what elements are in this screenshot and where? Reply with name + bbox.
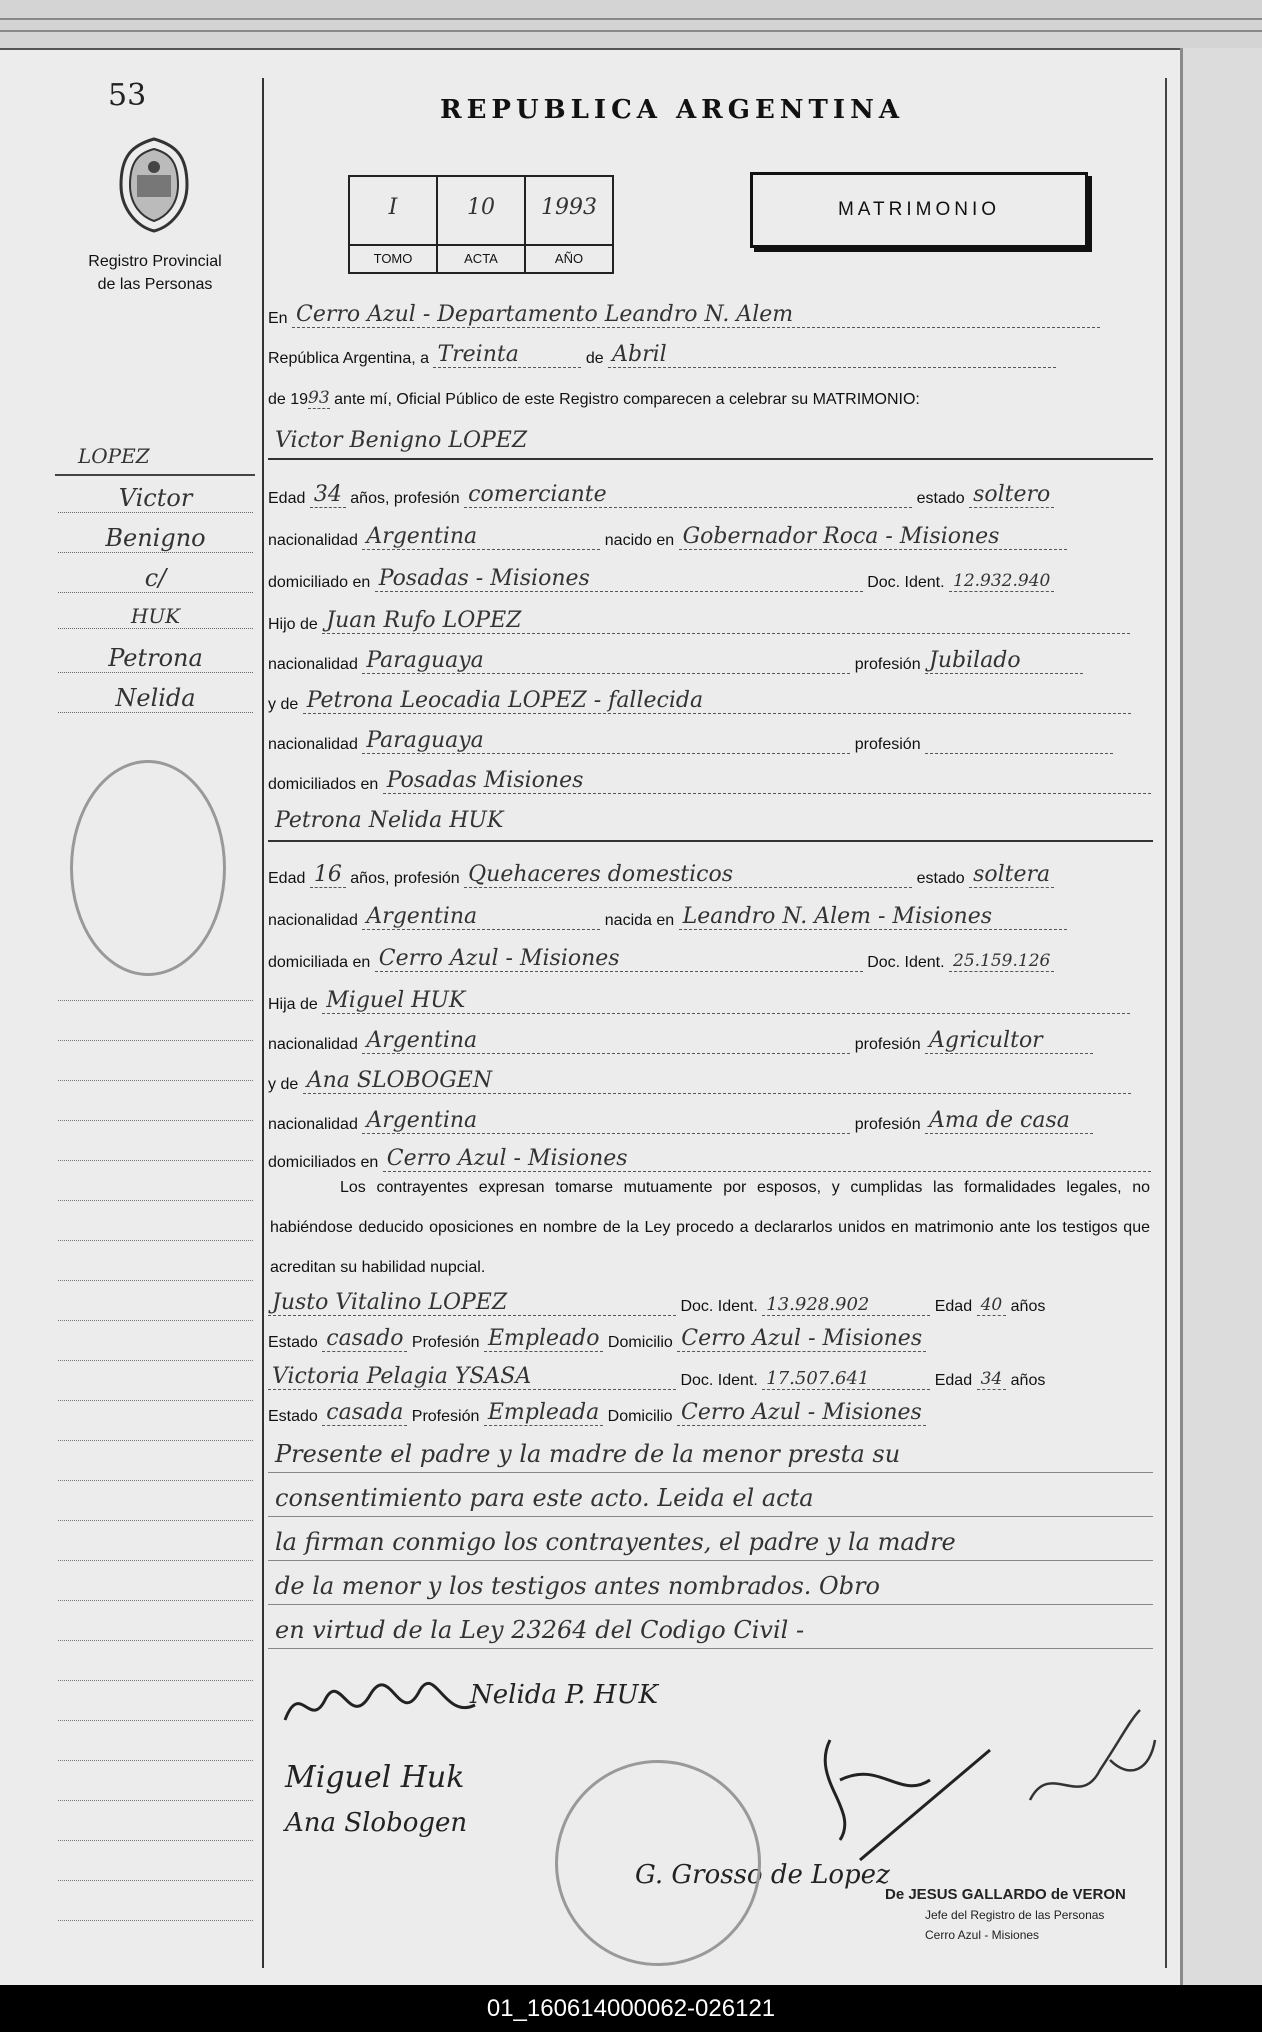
bride-father-nat-label: nacionalidad <box>268 1036 358 1053</box>
margin-rule <box>58 1440 253 1441</box>
registry-seal-icon <box>113 135 195 235</box>
note-line: Presente el padre y la madre de la menor presta su <box>275 1440 901 1468</box>
groom-mother-nationality: Paraguaya <box>362 728 850 754</box>
signature-father: Miguel Huk <box>285 1760 465 1795</box>
margin-groom-name-2: Benigno <box>58 524 253 553</box>
note-line: en virtud de la Ley 23264 del Codigo Civil - <box>275 1616 805 1644</box>
father-nat-label: nacionalidad <box>268 656 358 673</box>
anio-label: AÑO <box>526 244 612 272</box>
page-number: 53 <box>108 78 147 113</box>
acta-value: 10 <box>467 195 495 220</box>
groom-parents-domicile: Posadas Misiones <box>383 768 1151 794</box>
margin-rule <box>58 1720 253 1721</box>
bride-age-row <box>268 862 1153 888</box>
margin-rule <box>58 1120 253 1121</box>
bride-doc: 25.159.126 <box>949 951 1054 972</box>
groom-domicile-row <box>268 566 1153 592</box>
hijo-label: Hijo de <box>268 616 318 633</box>
margin-bride-surname: HUK <box>58 604 253 629</box>
margin-rule <box>58 1520 253 1521</box>
acta-label: ACTA <box>438 244 524 272</box>
witness2-detail-row <box>268 1400 1153 1426</box>
groom-parents-domicile-row <box>268 768 1153 794</box>
note-line: consentimiento para este acto. Leida el acta <box>275 1484 814 1512</box>
intro-place-row <box>268 302 1153 328</box>
file-id-caption: 01_160614000062-026121 <box>0 1985 1262 2032</box>
witness1-name: Justo Vitalino LOPEZ <box>268 1290 676 1316</box>
margin-connector: c/ <box>58 564 253 593</box>
bride-mother-profession: Ama de casa <box>925 1108 1093 1134</box>
witness2-edad-label: Edad <box>934 1372 973 1389</box>
groom-father-nationality: Paraguaya <box>362 648 850 674</box>
officer-place: Cerro Azul - Misiones <box>925 1928 1040 1942</box>
hija-label: Hija de <box>268 996 318 1013</box>
en-label: En <box>268 310 288 327</box>
margin-rule <box>58 1200 253 1201</box>
witness2-name: Victoria Pelagia YSASA <box>268 1364 676 1390</box>
margin-divider <box>262 78 264 1968</box>
doc-label: Doc. Ident. <box>867 574 945 591</box>
bride-nationality-row <box>268 904 1153 930</box>
witness1-status: casado <box>322 1326 407 1352</box>
note-line: de la menor y los testigos antes nombrados. Obro <box>275 1572 880 1600</box>
declaration-text: Los contrayentes expresan tomarse mutuamente por esposos, y cumplidas las formalidades legales, no habiéndose deducido oposiciones en nombre de la Ley procedo a declararlos unidos en matrimonio ante los testigos que acreditan su habilidad nupcial. <box>270 1179 1150 1276</box>
margin-rule <box>58 1240 253 1241</box>
witness1-doc: 13.928.902 <box>762 1294 930 1316</box>
month-value: Abril <box>608 342 1056 368</box>
groom-father-profession: Jubilado <box>925 648 1083 674</box>
witness1-domicilio-label: Domicilio <box>607 1334 673 1351</box>
margin-bride-name-1: Petrona <box>58 644 253 673</box>
margin-rule <box>58 1280 253 1281</box>
bride-mother-profesion-label: profesión <box>854 1116 921 1133</box>
groom-age-row <box>268 482 1153 508</box>
margin-rule <box>58 1320 253 1321</box>
officer-title: Jefe del Registro de las Personas <box>925 1908 1105 1922</box>
domiciliados-label: domiciliados en <box>268 776 379 793</box>
anio-value: 1993 <box>541 195 597 220</box>
bride-father-nationality: Argentina <box>362 1028 850 1054</box>
margin-rule <box>58 1480 253 1481</box>
witness1-profession: Empleado <box>484 1326 604 1352</box>
bride-name: Petrona Nelida HUK <box>275 808 504 833</box>
witness1-row <box>268 1290 1153 1316</box>
domiciliado-label: domiciliado en <box>268 574 371 591</box>
y-de-label: y de <box>268 696 299 713</box>
groom-age: 34 <box>310 482 346 508</box>
bride-estado-label: estado <box>916 870 965 887</box>
bride-domicile-row <box>268 946 1153 972</box>
nacido-label: nacido en <box>604 532 675 549</box>
edad-label: Edad <box>268 490 306 507</box>
tomo-cell <box>350 177 438 272</box>
day-value: Treinta <box>433 342 581 368</box>
bride-father-profesion-label: profesión <box>854 1036 921 1053</box>
mother-nat-label: nacionalidad <box>268 736 358 753</box>
record-type-box: MATRIMONIO <box>750 172 1088 248</box>
witness2-age: 34 <box>977 1369 1007 1390</box>
nacionalidad-label: nacionalidad <box>268 532 358 549</box>
record-reference-box <box>348 175 614 274</box>
bride-doc-label: Doc. Ident. <box>867 954 945 971</box>
groom-civil-status: soltero <box>969 482 1054 508</box>
witness2-doc-label: Doc. Ident. <box>680 1372 758 1389</box>
margin-rule <box>58 1360 253 1361</box>
signature-scribble <box>1020 1700 1160 1820</box>
margin-rule <box>58 1080 253 1081</box>
bride-mother-row <box>268 1068 1153 1094</box>
witness2-domicilio-label: Domicilio <box>607 1408 673 1425</box>
bride-mother: Ana SLOBOGEN <box>303 1068 1131 1094</box>
signature-officer-scribble <box>800 1720 1000 1870</box>
margin-rule <box>58 1840 253 1841</box>
year-prefix: de 19 <box>268 391 309 408</box>
bride-nacionalidad-label: nacionalidad <box>268 912 358 929</box>
year-suffix: 93 <box>308 388 330 408</box>
margin-rule <box>58 1040 253 1041</box>
margin-rule <box>58 1920 253 1921</box>
father-profesion-label: profesión <box>854 656 921 673</box>
bride-father-profession: Agricultor <box>925 1028 1093 1054</box>
bride-age: 16 <box>310 862 346 888</box>
place-value: Cerro Azul - Departamento Leandro N. Alem <box>292 302 1100 328</box>
groom-mother: Petrona Leocadia LOPEZ - fallecida <box>303 688 1131 714</box>
groom-mother-nat-row <box>268 728 1153 754</box>
witness1-detail-row <box>268 1326 1153 1352</box>
handwritten-notes <box>275 1432 1155 1652</box>
bride-y-de-label: y de <box>268 1076 299 1093</box>
domiciliada-label: domiciliada en <box>268 954 371 971</box>
witness2-profession: Empleada <box>484 1400 603 1426</box>
profesion-label: años, profesión <box>350 490 460 507</box>
signature-groom-scribble <box>280 1650 480 1740</box>
intro-year-row <box>268 388 1153 414</box>
groom-mother-profession <box>925 753 1113 754</box>
margin-groom-name-1: Victor <box>58 484 253 513</box>
witness2-row <box>268 1364 1153 1390</box>
bride-profession: Quehaceres domesticos <box>464 862 912 888</box>
witness2-estado-label: Estado <box>268 1408 318 1425</box>
estado-label: estado <box>916 490 965 507</box>
margin-groom-surname: LOPEZ <box>78 444 150 468</box>
margin-rule <box>58 1000 253 1001</box>
margin-rule <box>58 1880 253 1881</box>
groom-name: Victor Benigno LOPEZ <box>275 428 528 453</box>
right-margin-line <box>1165 78 1167 1968</box>
bride-father: Miguel HUK <box>322 988 1130 1014</box>
nacida-label: nacida en <box>604 912 675 929</box>
witness1-estado-label: Estado <box>268 1334 318 1351</box>
officer-name: De JESUS GALLARDO de VERON <box>885 1886 1126 1903</box>
groom-profession: comerciante <box>464 482 912 508</box>
margin-rule <box>58 1800 253 1801</box>
adjacent-page-edge <box>1180 48 1262 1985</box>
bride-name-rule <box>268 840 1153 842</box>
witness1-domicile: Cerro Azul - Misiones <box>677 1326 926 1352</box>
circular-stamp <box>70 760 226 976</box>
groom-nationality: Argentina <box>362 524 600 550</box>
registry-line-2: de las Personas <box>97 276 213 293</box>
margin-rule <box>58 1160 253 1161</box>
bride-mother-nationality: Argentina <box>362 1108 850 1134</box>
registry-name <box>60 250 250 296</box>
witness2-status: casada <box>322 1400 407 1426</box>
groom-name-rule <box>268 458 1153 460</box>
margin-rule <box>58 1560 253 1561</box>
acta-cell <box>438 177 526 272</box>
statement-text: ante mí, Oficial Público de este Registro comparecen a celebrar su MATRIMONIO: <box>334 391 920 408</box>
bride-father-nat-row <box>268 1028 1153 1054</box>
witness1-edad-label: Edad <box>934 1298 973 1315</box>
circular-stamp <box>555 1760 761 1966</box>
anio-cell <box>526 177 612 272</box>
tomo-value: I <box>388 195 398 220</box>
bride-edad-label: Edad <box>268 870 306 887</box>
de-label: de <box>585 350 604 367</box>
witness1-age: 40 <box>977 1295 1007 1316</box>
groom-domicile: Posadas - Misiones <box>375 566 863 592</box>
bride-civil-status: soltera <box>969 862 1054 888</box>
groom-mother-row <box>268 688 1153 714</box>
country-title: REPUBLICA ARGENTINA <box>440 95 905 125</box>
margin-bride-name-2: Nelida <box>58 684 253 713</box>
bride-domicile: Cerro Azul - Misiones <box>375 946 863 972</box>
bride-mother-nat-label: nacionalidad <box>268 1116 358 1133</box>
bride-nationality: Argentina <box>362 904 600 930</box>
bride-mother-nat-row <box>268 1108 1153 1134</box>
groom-nationality-row <box>268 524 1153 550</box>
witness2-profesion-label: Profesión <box>411 1408 480 1425</box>
groom-father: Juan Rufo LOPEZ <box>322 608 1130 634</box>
bride-birthplace: Leandro N. Alem - Misiones <box>679 904 1067 930</box>
groom-father-nat-row <box>268 648 1153 674</box>
signature-mother: Ana Slobogen <box>285 1808 468 1838</box>
witness2-doc: 17.507.641 <box>762 1368 930 1390</box>
margin-rule <box>55 474 255 476</box>
bride-profesion-label: años, profesión <box>350 870 460 887</box>
registry-line-1: Registro Provincial <box>88 253 222 270</box>
margin-rule <box>58 1640 253 1641</box>
officer-block <box>885 1885 1126 1945</box>
groom-birthplace: Gobernador Roca - Misiones <box>679 524 1067 550</box>
margin-rule <box>58 1760 253 1761</box>
margin-rule <box>58 1400 253 1401</box>
note-line: la firman conmigo los contrayentes, el padre y la madre <box>275 1528 956 1556</box>
mother-profesion-label: profesión <box>854 736 921 753</box>
witness1-anos-label: años <box>1010 1298 1046 1315</box>
bride-parents-domicile: Cerro Azul - Misiones <box>383 1146 1151 1172</box>
groom-doc: 12.932.940 <box>949 571 1054 592</box>
margin-rule <box>58 1600 253 1601</box>
intro-date-row <box>268 342 1153 368</box>
bride-father-row <box>268 988 1153 1014</box>
witness2-anos-label: años <box>1010 1372 1046 1389</box>
witness1-profesion-label: Profesión <box>411 1334 480 1351</box>
groom-father-row <box>268 608 1153 634</box>
witness1-doc-label: Doc. Ident. <box>680 1298 758 1315</box>
republica-label: República Argentina, a <box>268 350 429 367</box>
signature-bride: Nelida P. HUK <box>470 1680 658 1710</box>
witness2-domicile: Cerro Azul - Misiones <box>677 1400 926 1426</box>
margin-rule <box>58 1680 253 1681</box>
signature-witness: G. Grosso de Lopez <box>635 1860 890 1890</box>
tomo-label: TOMO <box>350 244 436 272</box>
bride-domiciliados-label: domiciliados en <box>268 1154 379 1171</box>
